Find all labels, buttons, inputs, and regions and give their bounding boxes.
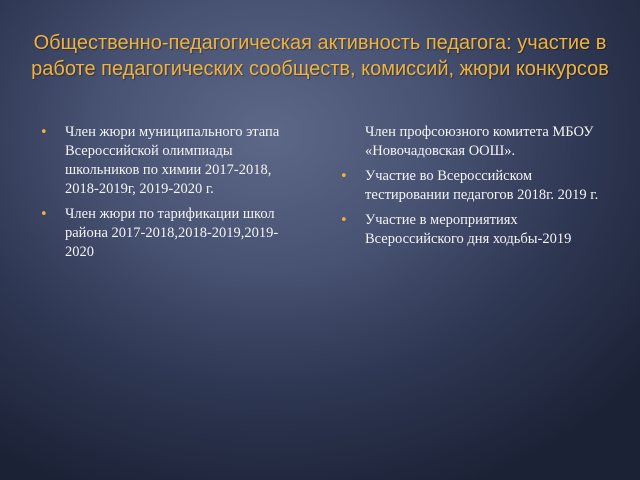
list-item (40, 205, 290, 262)
list-item (40, 123, 290, 199)
bullet-icon: • (40, 207, 48, 222)
left-bullet-list (40, 123, 290, 262)
list-item-text: Член жюри по тарификации школ района 2017-2018,2018-2019,2019-2020 (65, 206, 279, 260)
list-item (340, 167, 602, 205)
left-column (40, 123, 290, 268)
list-item-text: Участие во Всероссийском тестировании педагогов 2018г. 2019 г. (365, 168, 599, 203)
bullet-icon: • (340, 169, 348, 184)
bullet-icon: • (340, 213, 348, 228)
list-item-text: Член жюри муниципального этапа Всероссийской олимпиады школьников по химии 2017-2018, 2018-2019г, 2019-2020 г. (65, 124, 280, 197)
right-column (340, 123, 602, 255)
list-item (340, 211, 602, 249)
list-item-intro (340, 123, 602, 161)
list-item-text: Участие в мероприятиях Всероссийского дня ходьбы-2019 (365, 212, 572, 247)
list-item-text: Член профсоюзного комитета МБОУ «Новочадовская ООШ». (365, 124, 594, 159)
right-bullet-list (340, 123, 602, 249)
slide-title: Общественно-педагогическая активность педагога: участие в работе педагогических сообществ, комиссий, жюри конкурсов (31, 32, 609, 80)
bullet-icon: • (40, 125, 48, 140)
